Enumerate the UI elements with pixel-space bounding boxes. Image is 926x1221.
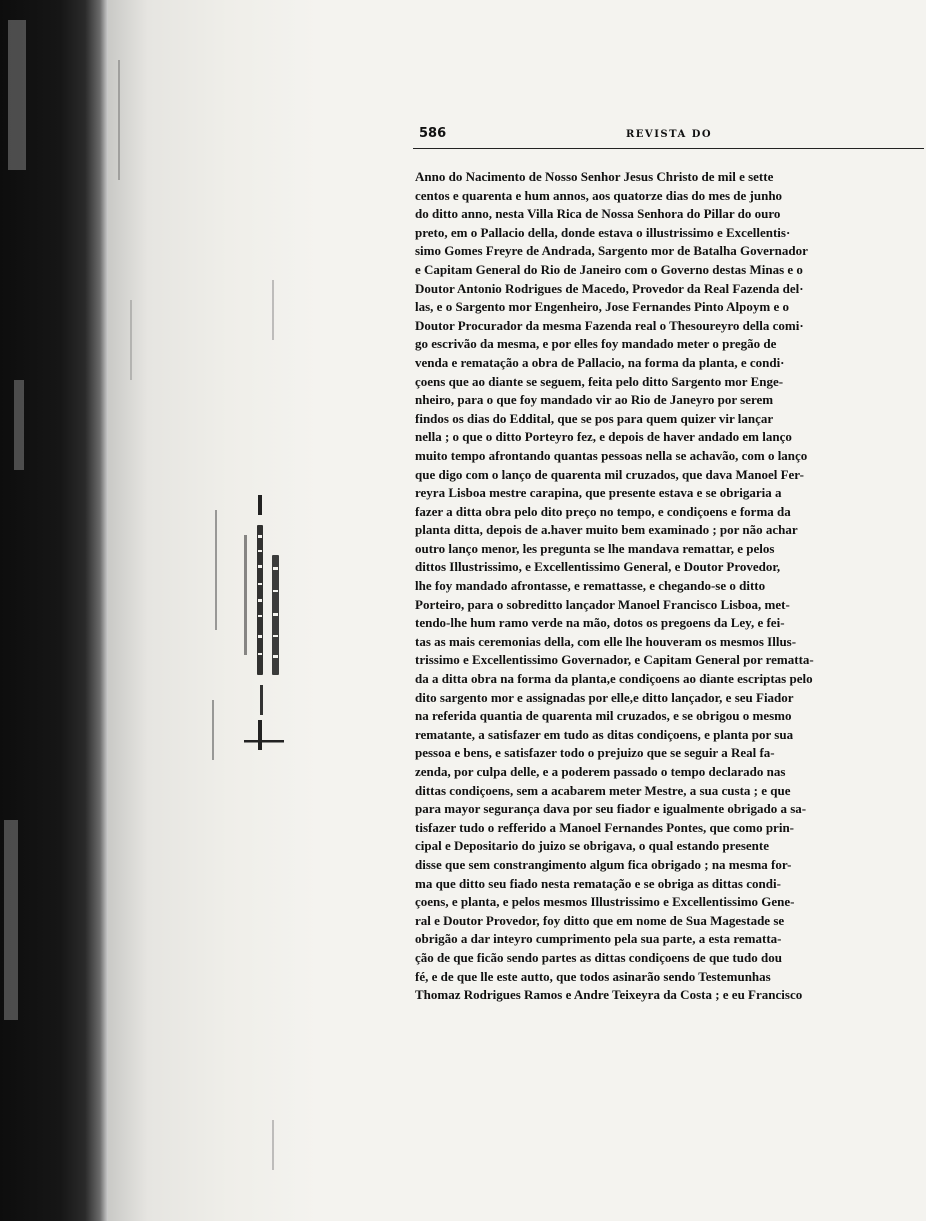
text-line: fé, e de que lle este autto, que todos asinarão sendo Testemunhas	[415, 968, 771, 984]
text-line: tas as mais ceremonias della, com elle lhe houveram os mesmos Illus-	[415, 633, 797, 649]
text-line: dittos Illustrissimo, e Excellentissimo General, e Doutor Provedor,	[415, 559, 781, 575]
text-line: dito sargento mor e assignadas por elle,e ditto lançador, e seu Fiador	[415, 689, 794, 705]
text-line: trissimo e Excellentissimo Governador, e Capitam General por rematta-	[415, 652, 814, 668]
text-line: ção de que ficão sendo partes as dittas condiçoens de que tudo dou	[415, 949, 782, 965]
text-line: lhe foy mandado afrontasse, e remattasse, e chegando-se o ditto	[415, 578, 766, 594]
text-line: da a ditta obra na forma da planta,e condiçoens ao diante escriptas pelo	[415, 671, 813, 687]
text-line: findos os dias do Eddital, que se pos para quem quizer vir lançar	[415, 410, 774, 426]
text-line: centos e quarenta e hum annos, aos quatorze dias do mes de junho	[415, 187, 783, 203]
text-line: Doutor Antonio Rodrigues de Macedo, Provedor da Real Fazenda del·	[415, 280, 804, 296]
text-line: planta ditta, depois de a.haver muito bem examinado ; por não achar	[415, 522, 798, 538]
text-line: rematante, a satisfazer em tudo as ditas condiçoens, e planta por sua	[415, 726, 794, 742]
page-header	[413, 124, 926, 152]
text-line: tendo-lhe hum ramo verde na mão, dotos os pregoens da Ley, e fei-	[415, 615, 785, 631]
binding-streak	[8, 20, 26, 170]
running-head: REVISTA DO	[626, 129, 713, 140]
text-line: çoens que ao diante se seguem, feita pelo ditto Sargento mor Enge-	[415, 373, 784, 389]
text-line: go escrivão da mesma, e por elles foy mandado meter o pregão de	[415, 336, 777, 352]
text-line: nella ; o que o ditto Porteyro fez, e depois de haver andado em lanço	[415, 429, 792, 445]
bleed-mark	[130, 300, 132, 380]
bleed-mark	[118, 60, 120, 180]
text-line: nheiro, para o que foy mandado vir ao Rio de Janeyro por serem	[415, 392, 774, 408]
text-line: dittas condiçoens, sem a acabarem meter Mestre, a sua custa ; e que	[415, 782, 791, 798]
text-line: venda e rematação a obra de Pallacio, na forma da planta, e condi·	[415, 354, 785, 370]
text-line: Porteiro, para o sobreditto lançador Manoel Francisco Lisboa, met-	[415, 596, 790, 612]
text-line: na referida quantia de quarenta mil cruzados, e se obrigou o mesmo	[415, 708, 792, 724]
text-line: obrigão a dar inteyro cumprimento pela sua parte, a esta rematta-	[415, 931, 782, 947]
text-line: las, e o Sargento mor Engenheiro, Jose Fernandes Pinto Alpoym e o	[415, 299, 789, 315]
page-number: 586	[419, 126, 447, 141]
text-line: ral e Doutor Provedor, foy ditto que em nome de Sua Magestade se	[415, 912, 785, 928]
text-line: preto, em o Pallacio della, donde estava o illustrissimo e Excellentis·	[415, 224, 791, 240]
text-line: Doutor Procurador da mesma Fazenda real o Thesoureyro della comi·	[415, 317, 804, 333]
body-text	[415, 168, 925, 1005]
bleed-mark	[212, 700, 214, 760]
text-line: Thomaz Rodrigues Ramos e Andre Teixeyra da Costa ; e eu Francisco	[415, 987, 803, 1003]
text-line: ma que ditto seu fiado nesta rematação e se obriga as dittas condi-	[415, 875, 781, 891]
text-line: do ditto anno, nesta Villa Rica de Nossa Senhora do Pillar do ouro	[415, 206, 781, 222]
bleed-mark	[272, 1120, 274, 1170]
bleed-mark	[215, 510, 217, 630]
text-line: que digo com o lanço de quarenta mil cruzados, que dava Manoel Fer-	[415, 466, 804, 482]
text-line: muito tempo afrontando quantas pessoas nella se achavão, com o lanço	[415, 447, 808, 463]
text-line: disse que sem constrangimento algum fica obrigado ; na mesma for-	[415, 856, 792, 872]
text-line: outro lanço menor, les pregunta se lhe mandava remattar, e pelos	[415, 540, 775, 556]
library-stamp	[224, 495, 290, 755]
text-line: Anno do Nacimento de Nosso Senhor Jesus Christo de mil e sette	[415, 169, 774, 184]
text-line: para mayor segurança dava por seu fiador e igualmente obrigado a sa-	[415, 801, 807, 817]
binding-streak	[14, 380, 24, 470]
text-line: fazer a ditta obra pelo dito preço no tempo, e condiçoens e forma da	[415, 503, 791, 519]
text-line: e Capitam General do Rio de Janeiro com o Governo destas Minas e o	[415, 261, 803, 277]
text-line: pessoa e bens, e satisfazer todo o prejuizo que se seguir a Real fa-	[415, 745, 775, 761]
text-line: çoens, e planta, e pelos mesmos Illustrissimo e Excellentissimo Gene-	[415, 894, 795, 910]
binding-streak	[4, 820, 18, 1020]
text-line: reyra Lisboa mestre carapina, que presente estava e se obrigaria a	[415, 485, 782, 501]
text-line: zenda, por culpa delle, e a poderem passado o tempo declarado nas	[415, 764, 786, 779]
text-line: simo Gomes Freyre de Andrada, Sargento mor de Batalha Governador	[415, 243, 808, 259]
text-line: tisfazer tudo o refferido a Manoel Fernandes Pontes, que como prin-	[415, 819, 794, 835]
text-line: cipal e Depositario do juizo se obrigava, o qual estando presente	[415, 838, 770, 854]
book-binding-shadow	[0, 0, 108, 1221]
header-rule	[413, 148, 924, 149]
bleed-mark	[272, 280, 274, 340]
